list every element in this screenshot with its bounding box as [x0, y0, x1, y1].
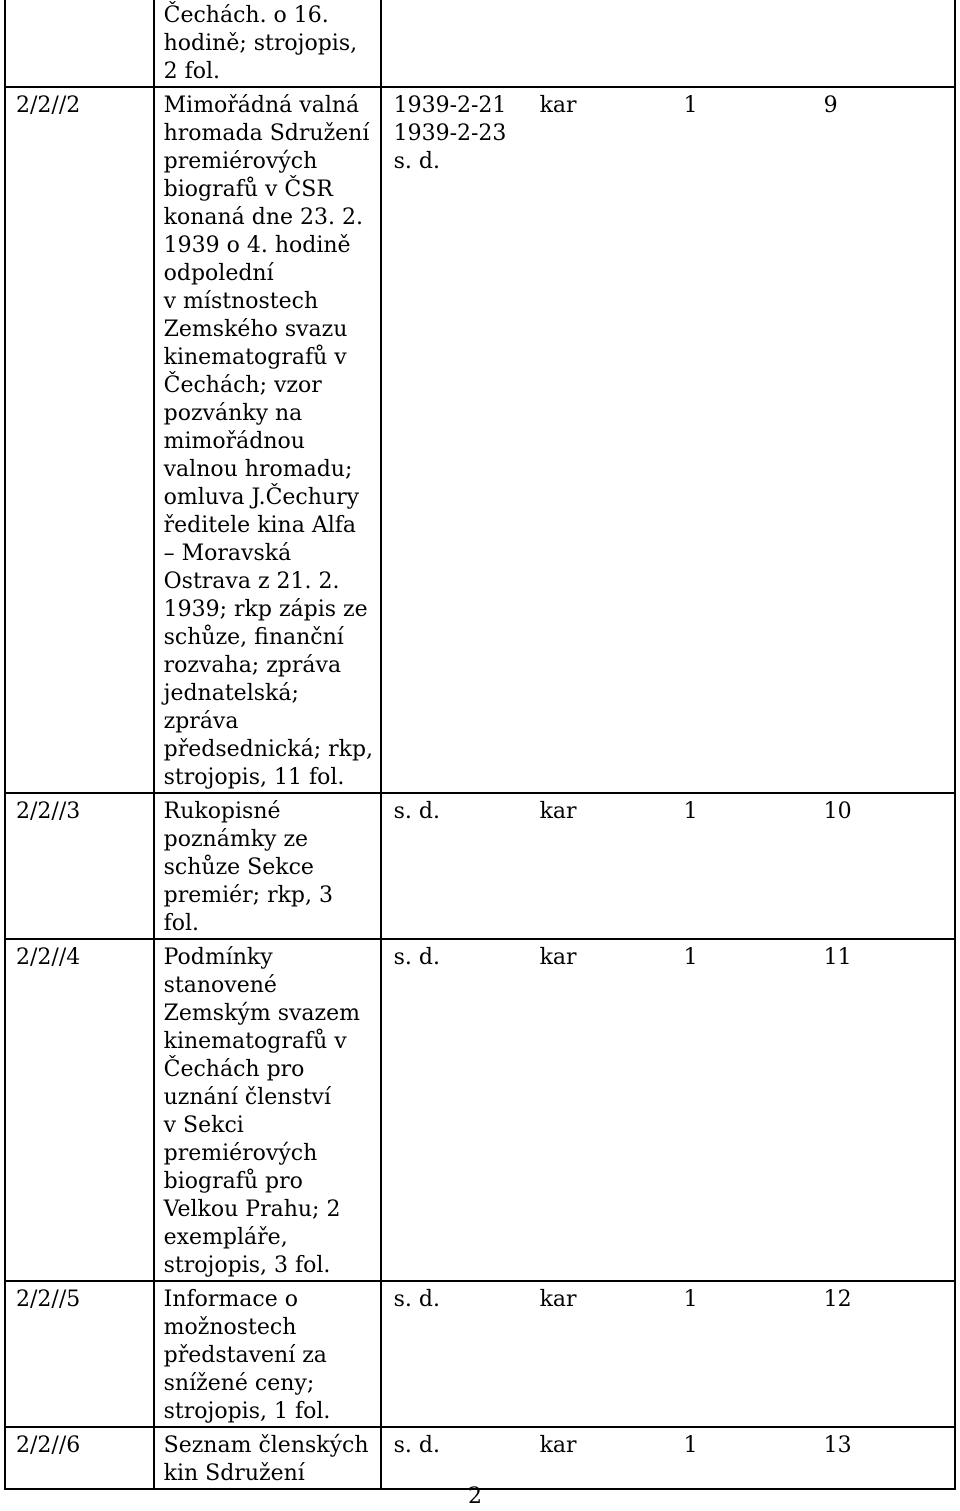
archive-unit: kar	[539, 1287, 577, 1312]
inventory-number: 12	[823, 1287, 852, 1312]
inventory-number: 9	[823, 93, 838, 118]
unit-count: 1	[683, 1433, 698, 1458]
details-cell	[381, 1281, 955, 1427]
page-number: 2	[468, 1484, 482, 1509]
item-date: s. d.	[393, 799, 440, 824]
details-cell	[381, 0, 955, 87]
inventory-number: 10	[823, 799, 852, 824]
details-cell	[381, 87, 955, 793]
inventory-id: 2/2//2	[16, 93, 81, 118]
item-date: s. d.	[393, 1433, 440, 1458]
inventory-number: 11	[823, 945, 852, 970]
description-cell	[154, 1281, 381, 1427]
description-cell	[154, 793, 381, 939]
inventory-id: 2/2//5	[16, 1287, 81, 1312]
description-cell	[154, 1427, 381, 1489]
item-date: 1939-2-21 1939-2-23 s. d.	[393, 93, 507, 174]
inventory-number: 13	[823, 1433, 852, 1458]
archive-unit: kar	[539, 799, 577, 824]
description-cell	[154, 939, 381, 1281]
item-description: Informace o možnostech představení za snížené ceny; strojopis, 1 fol.	[163, 1287, 331, 1424]
unit-count: 1	[683, 1287, 698, 1312]
table-row	[5, 939, 955, 1281]
archive-unit: kar	[539, 1433, 577, 1458]
archive-unit: kar	[539, 93, 577, 118]
item-description: Podmínky stanovené Zemským svazem kinematografů v Čechách pro uznání členství v Sekci premiérových biografů pro Velkou Prahu; 2 exempláře, strojopis, 3 fol.	[163, 945, 361, 1278]
archive-unit: kar	[539, 945, 577, 970]
inventory-id: 2/2//4	[16, 945, 81, 970]
table-row	[5, 793, 955, 939]
item-description: Rukopisné poznámky ze schůze Sekce premiér; rkp, 3 fol.	[163, 799, 333, 936]
archive-inventory-table	[4, 0, 956, 1490]
unit-count: 1	[683, 93, 698, 118]
inventory-id-cell	[5, 0, 154, 87]
item-date: s. d.	[393, 945, 440, 970]
details-cell	[381, 939, 955, 1281]
table-row	[5, 1427, 955, 1489]
item-description: Mimořádná valná hromada Sdružení premiérových biografů v ČSR konaná dne 23. 2. 1939 o 4. hodině odpolední v místnostech Zemského svazu kinematografů v Čechách; vzor pozvánky na mimořádnou valnou hromadu; omluva J.Čechury ředitele kina Alfa – Moravská Ostrava z 21. 2. 1939; rkp zápis ze schůze, finanční rozvaha; zpráva jednatelská; zpráva předsednická; rkp, strojopis, 11 fol.	[163, 93, 374, 790]
details-cell	[381, 793, 955, 939]
description-cell	[154, 0, 381, 87]
inventory-id-cell	[5, 1427, 154, 1489]
inventory-id: 2/2//3	[16, 799, 81, 824]
description-cell	[154, 87, 381, 793]
item-description: Seznam členských kin Sdružení	[163, 1433, 369, 1486]
inventory-id-cell	[5, 939, 154, 1281]
inventory-id-cell	[5, 793, 154, 939]
table-row	[5, 1281, 955, 1427]
inventory-id	[6, 0, 153, 4]
details-cell	[381, 1427, 955, 1489]
unit-count: 1	[683, 799, 698, 824]
table-row	[5, 87, 955, 793]
unit-count: 1	[683, 945, 698, 970]
inventory-id-cell	[5, 1281, 154, 1427]
item-description: Čechách. o 16. hodině; strojopis, 2 fol.	[163, 3, 358, 84]
inventory-id-cell	[5, 87, 154, 793]
item-date: s. d.	[393, 1287, 440, 1312]
table-row	[5, 0, 955, 87]
inventory-id: 2/2//6	[16, 1433, 81, 1458]
